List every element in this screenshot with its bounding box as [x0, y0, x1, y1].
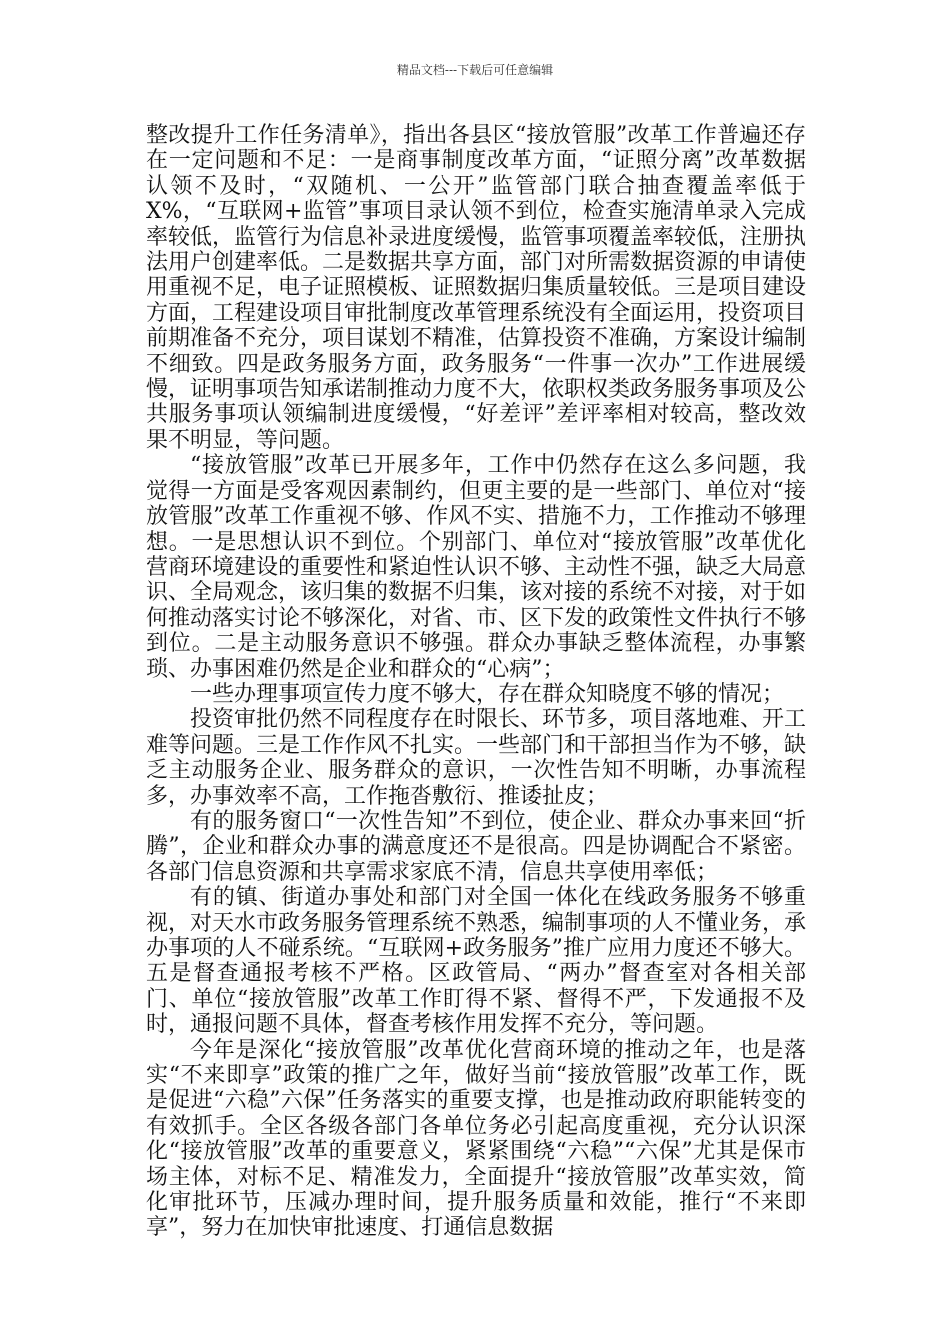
paragraph-1: 整改提升工作任务清单》，指出各县区“接放管服”改革工作普遍还存在一定问题和不足：一是商事制度改革方面，“证照分离”改革数据认领不及时，“双随机、一公开”监管部门联合抽查覆盖率低于 X%，“互联网+监管”事项目录认领不到位，检查实施清单录入完成率较低，监管行为信息补录进度缓慢，监管事项覆盖率较低，注册执法用户创建率低。二是数据共享方面，部门对所需数据资源的申请使用重视不足，电子证照模板、证照数据归集质量较低。三是项目建设方面，工程建设项目审批制度改革管理系统没有全面运用，投资项目前期准备不充分，项目谋划不精准，估算投资不准确，方案设计编制不细致。四是政务服务方面，政务服务“一件事一次办”工作进展缓慢，证明事项告知承诺制推动力度不大，依职权类政务服务事项及公共服务事项认领编制进度缓慢，“好差评”差评率相对较高，整改效果不明显，等问题。: [146, 123, 807, 453]
paragraph-4: 投资审批仍然不同程度存在时限长、环节多，项目落地难、开工难等问题。三是工作作风不扎实。一些部门和干部担当作为不够，缺乏主动服务企业、服务群众的意识，一次性告知不明晰，办事流程多，办事效率不高，工作拖沓敷衍、推诿扯皮；: [146, 707, 807, 809]
page-header: 精品文档---下载后可任意编辑: [396, 63, 554, 77]
paragraph-3: 一些办理事项宣传力度不够大，存在群众知晓度不够的情况；: [190, 681, 785, 707]
paragraph-7: 今年是深化“接放管服”改革优化营商环境的推动之年，也是落实“不来即享”政策的推广之年，做好当前“接放管服”改革工作，既是促进“六稳”六保”任务落实的重要支撑，也是推动政府职能转变的有效抓手。全区各级各部门各单位务必引起高度重视，充分认识深化“接放管服”改革的重要意义，紧紧围绕“六稳”“六保”尤其是保市场主体，对标不足、精准发力，全面提升“接放管服”改革实效，简化审批环节，压减办理时间，提升服务质量和效能，推行“不来即享”，努力在加快审批速度、打通信息数据: [146, 1037, 806, 1241]
paragraph-5: 有的服务窗口“一次性告知”不到位，使企业、群众办事来回“折腾”，企业和群众办事的满意度还不是很高。四是协调配合不紧密。各部门信息资源和共享需求家底不清，信息共享使用率低；: [146, 808, 806, 885]
paragraph-6: 有的镇、街道办事处和部门对全国一体化在线政务服务不够重视，对天水市政务服务管理系统不熟悉，编制事项的人不懂业务，承办事项的人不碰系统。“互联网+政务服务”推广应用力度还不够大。五是督查通报考核不严格。区政管局、“两办”督查室对各相关部门、单位“接放管服”改革工作盯得不紧、督得不严，下发通报不及时，通报问题不具体，督查考核作用发挥不充分，等问题。: [146, 885, 807, 1038]
paragraph-2: “接放管服”改革已开展多年，工作中仍然存在这么多问题，我觉得一方面是受客观因素制约，但更主要的是一些部门、单位对“接放管服”改革工作重视不够、作风不实、措施不力，工作推动不够理想。一是思想认识不到位。个别部门、单位对“接放管服”改革优化营商环境建设的重要性和紧迫性认识不够、主动性不强，缺乏大局意识、全局观念，该归集的数据不归集，该对接的系统不对接，对于如何推动落实讨论不够深化，对省、市、区下发的政策性文件执行不够到位。二是主动服务意识不够强。群众办事缺乏整体流程，办事繁琐、办事困难仍然是企业和群众的“心病”；: [146, 453, 807, 682]
document-body: [146, 123, 806, 1241]
